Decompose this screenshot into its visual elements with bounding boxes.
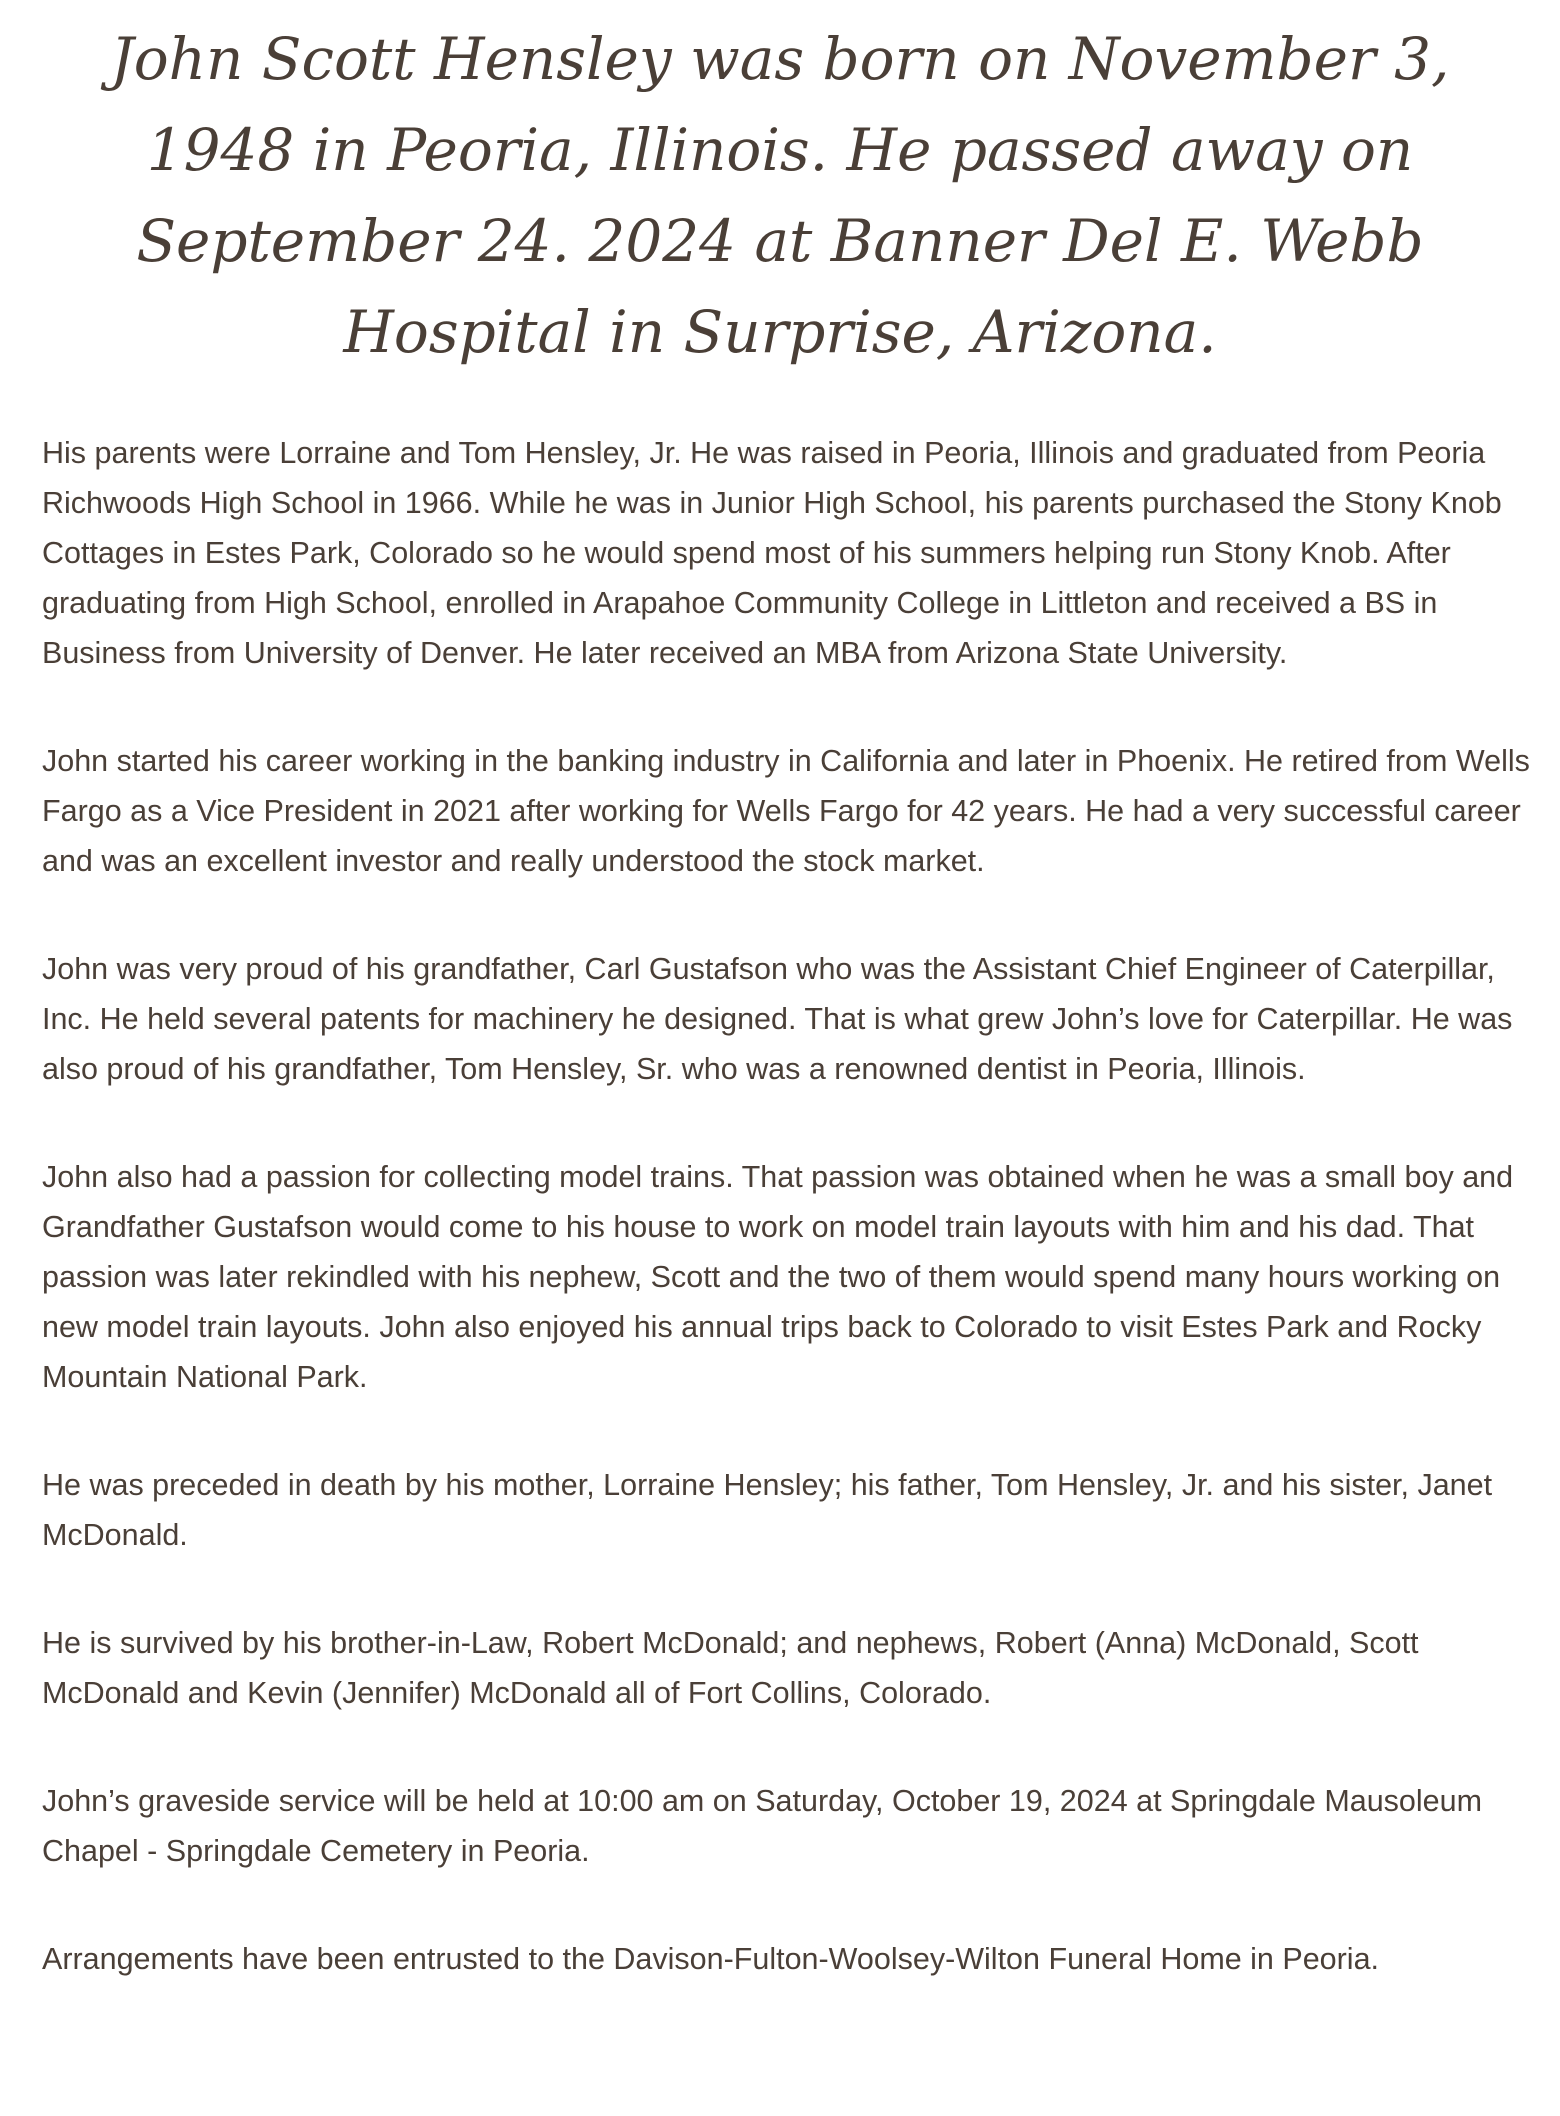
paragraph-arrangements: Arrangements have been entrusted to the Davison-Fulton-Woolsey-Wilton Funeral Home in Peoria. <box>42 1942 1380 1976</box>
paragraph-grandfathers: John was very proud of his grandfather, Carl Gustafson who was the Assistant Chief Engineer of Caterpillar, Inc. He held several patents for machinery he designed. That is what grew John’s love for Caterpillar. He was also proud of his grandfather, Tom Hensley, Sr. who was a renowned dentist in Peoria, Illinois. <box>42 952 1513 1086</box>
paragraph-survived-by: He is survived by his brother-in-Law, Robert McDonald; and nephews, Robert (Anna) McDonald, Scott McDonald and Kevin (Jennifer) McDonald all of Fort Collins, Colorado. <box>42 1626 1419 1710</box>
paragraph-preceded-in-death: He was preceded in death by his mother, Lorraine Hensley; his father, Tom Hensley, Jr. and his sister, Janet McDonald. <box>42 1468 1493 1552</box>
paragraph-parents-education: His parents were Lorraine and Tom Hensley, Jr. He was raised in Peoria, Illinois and graduated from Peoria Richwoods High School in 1966. While he was in Junior High School, his parents purchased the Stony Knob Cottages in Estes Park, Colorado so he would spend most of his summers helping run Stony Knob. After graduating from High School, enrolled in Arapahoe Community College in Littleton and received a BS in Business from University of Denver. He later received an MBA from Arizona State University. <box>42 436 1502 670</box>
paragraph-model-trains: John also had a passion for collecting model trains. That passion was obtained when he was a small boy and Grandfather Gustafson would come to his house to work on model train layouts with him and his dad. That passion was later rekindled with his nephew, Scott and the two of them would spend many hours working on new model train layouts. John also enjoyed his annual trips back to Colorado to visit Estes Park and Rocky Mountain National Park. <box>42 1160 1514 1394</box>
paragraph-graveside-service: John’s graveside service will be held at 10:00 am on Saturday, October 19, 2024 at Springdale Mausoleum Chapel - Springdale Cemetery in Peoria. <box>42 1784 1482 1868</box>
paragraph-career: John started his career working in the banking industry in California and later in Phoenix. He retired from Wells Fargo as a Vice President in 2021 after working for Wells Fargo for 42 years. He had a very successful career and was an excellent investor and really understood the stock market. <box>42 744 1530 878</box>
obituary-body <box>42 428 1532 2042</box>
obituary-headline: John Scott Hensley was born on November 3, 1948 in Peoria, Illinois. He passed away on September 24. 2024 at Banner Del E. Webb Hospital in Surprise, Arizona. <box>110 25 1450 366</box>
